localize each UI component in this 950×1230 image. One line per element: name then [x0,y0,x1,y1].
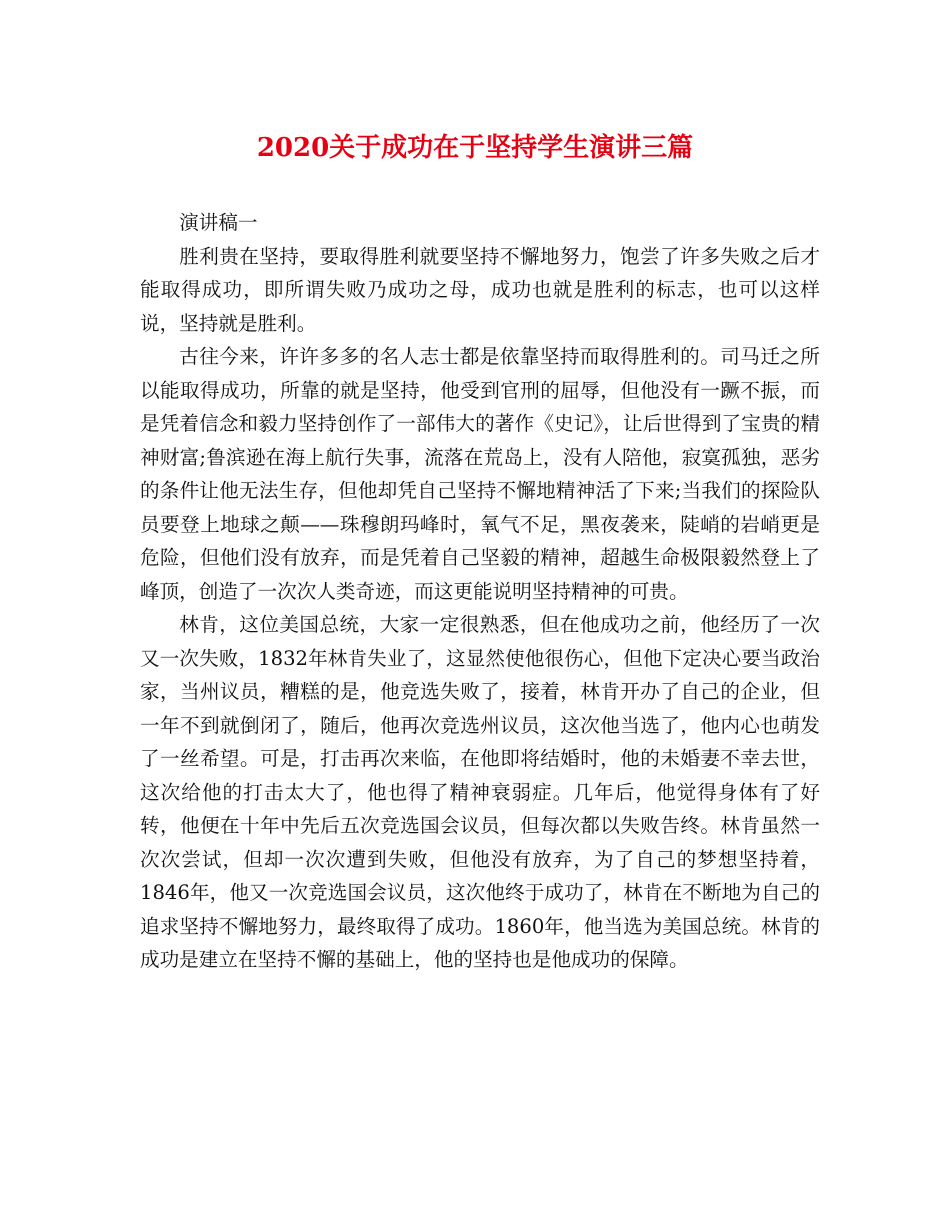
document-title: 2020关于成功在于坚持学生演讲三篇 [256,133,694,163]
section-heading: 演讲稿一 [179,211,258,234]
paragraph-1: 胜利贵在坚持，要取得胜利就要坚持不懈地努力，饱尝了许多失败之后才能取得成功，即所谓失败乃成功之母，成功也就是胜利的标志，也可以这样说，坚持就是胜利。 [140,244,820,335]
document-body [140,206,820,977]
paragraph-3: 林肯，这位美国总统，大家一定很熟悉，但在他成功之前，他经历了一次又一次失败，1832年林肯失业了，这显然使他很伤心，但他下定决心要当政治家，当州议员，糟糕的是，他竞选失败了，接着，林肯开办了自己的企业，但一年不到就倒闭了，随后，他再次竞选州议员，这次他当选了，他内心也萌发了一丝希望。可是，打击再次来临，在他即将结婚时，他的未婚妻不幸去世，这次给他的打击太大了，他也得了精神衰弱症。几年后，他觉得身体有了好转，他便在十年中先后五次竞选国会议员，但每次都以失败告终。林肯虽然一次次尝试，但却一次次遭到失败，但他没有放弃，为了自己的梦想坚持着，1846年，他又一次竞选国会议员，这次他终于成功了，林肯在不断地为自己的追求坚持不懈地努力，最终取得了成功。1860年，他当选为美国总统。林肯的成功是建立在坚持不懈的基础上，他的坚持也是他成功的保障。 [140,613,820,971]
paragraph-2: 古往今来，许许多多的名人志士都是依靠坚持而取得胜利的。司马迁之所以能取得成功，所靠的就是坚持，他受到官刑的屈辱，但他没有一蹶不振，而是凭着信念和毅力坚持创作了一部伟大的著作《史记》，让后世得到了宝贵的精神财富;鲁滨逊在海上航行失事，流落在荒岛上，没有人陪他，寂寞孤独，恶劣的条件让他无法生存，但他却凭自己坚持不懈地精神活了下来;当我们的探险队员要登上地球之颠——珠穆朗玛峰时，氧气不足，黑夜袭来，陡峭的岩峭更是危险，但他们没有放弃，而是凭着自己坚毅的精神，超越生命极限毅然登上了峰顶，创造了一次次人类奇迹，而这更能说明坚持精神的可贵。 [140,345,820,603]
